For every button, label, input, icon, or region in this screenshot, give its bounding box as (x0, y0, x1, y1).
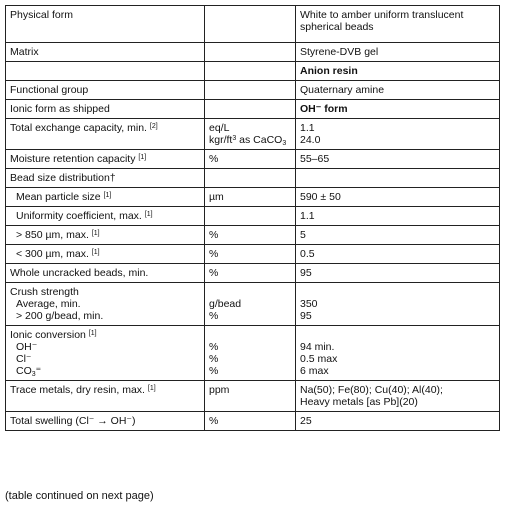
property-label: Physical form (10, 9, 74, 21)
unit-label: % (209, 365, 219, 377)
unit-label: µm (209, 191, 224, 203)
unit-label: g/bead (209, 298, 242, 310)
footnote-ref: [2] (149, 123, 158, 130)
property-value: 24.0 (300, 134, 321, 146)
table-row (6, 381, 500, 412)
unit-label: % (209, 341, 219, 353)
table-row (6, 150, 500, 169)
property-value: Heavy metals [as Pb](20) (300, 396, 418, 408)
property-label: Matrix (10, 46, 39, 58)
property-value: White to amber uniform translucent (300, 9, 464, 21)
property-label: Average, min. (16, 298, 81, 310)
property-value: 95 (300, 267, 312, 279)
property-value: 1.1 (300, 210, 315, 222)
table-row (6, 169, 500, 188)
property-value: 6 max (300, 365, 329, 377)
property-value: 590 ± 50 (300, 191, 341, 203)
property-label: Uniformity coefficient, max. (16, 210, 142, 222)
table-row (6, 412, 500, 431)
property-value: 95 (300, 310, 312, 322)
property-value: 0.5 max (300, 353, 338, 365)
property-value: 5 (300, 229, 306, 241)
unit-label: % (209, 229, 219, 241)
property-value: 1.1 (300, 122, 315, 134)
table-row (6, 264, 500, 283)
property-label: Bead size distribution† (10, 172, 116, 184)
property-value: 350 (300, 298, 318, 310)
table-row (6, 119, 500, 150)
table-row (6, 283, 500, 326)
property-label: > 850 µm, max. (16, 229, 89, 241)
property-label: Total exchange capacity, min. (10, 122, 147, 134)
footnote-ref: [1] (138, 154, 147, 161)
footnote-ref: [1] (91, 249, 100, 256)
table-row (6, 326, 500, 381)
unit-label: ppm (209, 384, 230, 396)
property-label: Cl⁻ (16, 353, 32, 365)
unit-label: % (209, 310, 219, 322)
unit-label: % (209, 267, 219, 279)
property-value: 25 (300, 415, 312, 427)
property-label: $CO_3^=$ (16, 365, 42, 378)
footnote-ref: [1] (103, 192, 112, 199)
property-value: OH⁻ form (300, 103, 348, 115)
property-label: Ionic conversion [1] (10, 329, 97, 341)
property-label: Mean particle size (16, 191, 101, 203)
property-label: Moisture retention capacity (10, 153, 136, 165)
resin-properties-table (5, 5, 500, 431)
unit-label: % (209, 153, 219, 165)
property-label: < 300 µm, max. (16, 248, 89, 260)
footnote-ref: [1] (88, 330, 97, 337)
continuation-note: (table continued on next page) (5, 490, 154, 502)
property-value: 94 min. (300, 341, 335, 353)
property-value: 0.5 (300, 248, 315, 260)
property-label: Total swelling (Cl⁻ → OH⁻) (10, 415, 136, 427)
property-value: spherical beads (300, 21, 374, 33)
property-value: Na(50); Fe(80); Cu(40); Al(40); (300, 384, 443, 396)
unit-label: % (209, 353, 219, 365)
footnote-ref: [1] (144, 211, 153, 218)
resin-type-header: Anion resin (300, 65, 358, 77)
table-row (6, 207, 500, 226)
unit-label: eq/L (209, 122, 230, 134)
table-row (6, 188, 500, 207)
table-row (6, 245, 500, 264)
table-row (6, 100, 500, 119)
property-label: Ionic form as shipped (10, 103, 110, 115)
table-row (6, 43, 500, 62)
table-row (6, 6, 500, 43)
property-label: Functional group (10, 84, 89, 96)
property-label: OH⁻ (16, 341, 38, 353)
unit-label: % (209, 415, 219, 427)
table-row (6, 81, 500, 100)
unit-label: kgr/$ft^3$ as CaCO$_3$ (209, 134, 287, 147)
table-row (6, 62, 500, 81)
property-label: > 200 g/bead, min. (16, 310, 104, 322)
property-label: Crush strength (10, 286, 79, 298)
property-label: Trace metals, dry resin, max. (10, 384, 145, 396)
footnote-ref: [1] (91, 230, 100, 237)
table-row (6, 226, 500, 245)
property-label: Whole uncracked beads, min. (10, 267, 149, 279)
footnote-ref: [1] (147, 385, 156, 392)
property-value: Quaternary amine (300, 84, 385, 96)
property-value: Styrene-DVB gel (300, 46, 379, 58)
unit-label: % (209, 248, 219, 260)
property-value: 55–65 (300, 153, 330, 165)
